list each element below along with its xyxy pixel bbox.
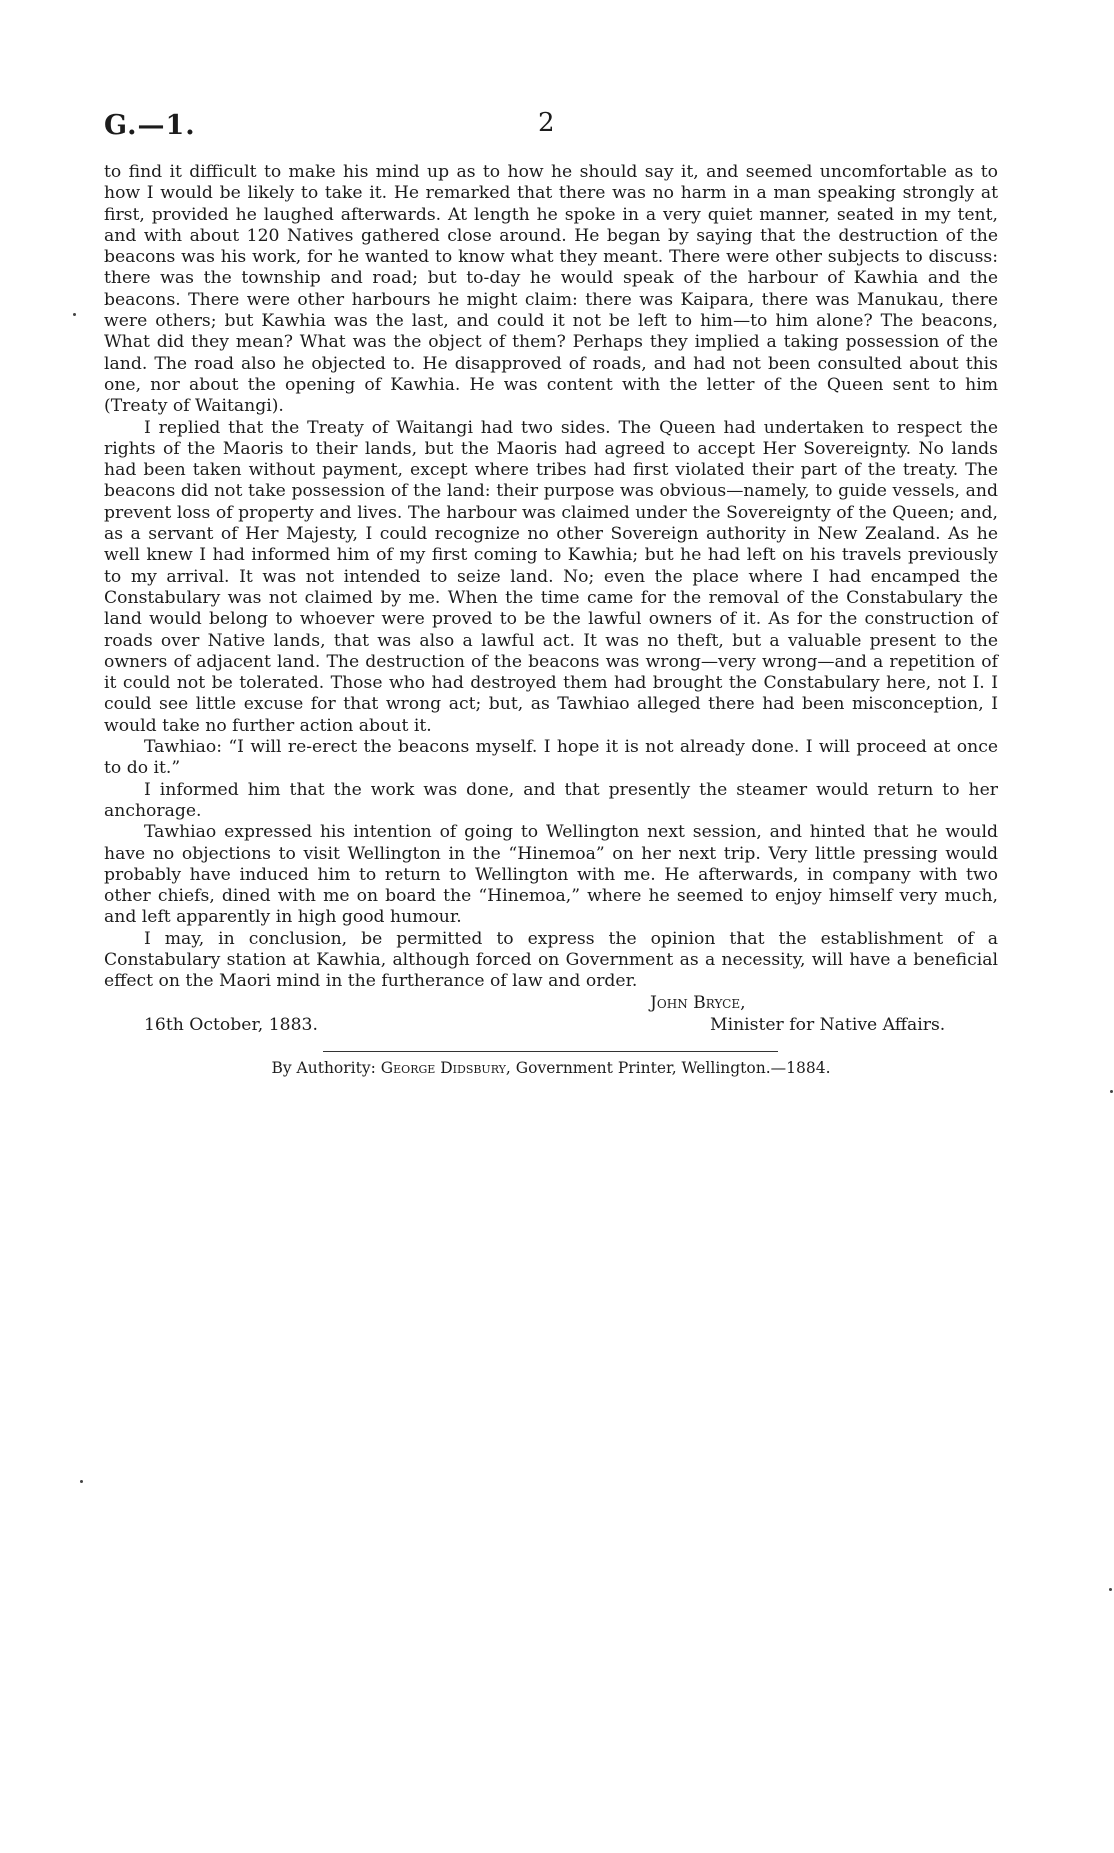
imprint-printer: George Didsbury	[380, 1059, 506, 1077]
paragraph-3: Tawhiao: “I will re-erect the beacons myself. I hope it is not already done. I will proceed at once to do it.”	[104, 737, 998, 779]
imprint-prefix: By Authority:	[271, 1059, 381, 1077]
imprint-divider	[323, 1051, 778, 1052]
paragraph-1: to find it difficult to make his mind up as to how he should say it, and seemed uncomfortable as to how I would be likely to take it. He remarked that there was no harm in a man speaking strongly at first, provided he laughed afterwards. At length he spoke in a very quiet manner, seated in my tent, and with about 120 Natives gathered close around. He began by saying that the destruction of the beacons was his work, for he wanted to know what they meant. There were other subjects to discuss: there was the township and road; but to-day he would speak of the harbour of Kawhia and the beacons. There were other harbours he might claim: there was Kaipara, there was Manukau, there were others; but Kawhia was the last, and could it not be left to him—to him alone? The beacons, What did they mean? What was the object of them? Perhaps they implied a taking possession of the land. The road also he objected to. He disapproved of roads, and had not been consulted about this one, nor about the opening of Kawhia. He was content with the letter of the Queen sent to him (Treaty of Waitangi).	[104, 162, 998, 417]
scan-speck	[73, 313, 76, 316]
letter-date: 16th October, 1883.	[144, 1014, 318, 1035]
paragraph-2: I replied that the Treaty of Waitangi had two sides. The Queen had undertaken to respect the rights of the Maoris to their lands, but the Maoris had agreed to accept Her Sovereignty. No lands had been taken without payment, except where tribes had first violated their part of the treaty. The beacons did not take possession of the land: their purpose was obvious—namely, to guide vessels, and prevent loss of property and lives. The harbour was claimed under the Sovereignty of the Queen; and, as a servant of Her Majesty, I could recognize no other Sovereign authority in New Zealand. As he well knew I had informed him of my first coming to Kawhia; but he had left on his travels previously to my arrival. It was not intended to seize land. No; even the place where I had encamped the Constabulary was not claimed by me. When the time came for the removal of the Constabulary the land would belong to whoever were proved to be the lawful owners of it. As for the construction of roads over Native lands, that was also a lawful act. It was no theft, but a valuable present to the owners of adjacent land. The destruction of the beacons was wrong—very wrong—and a repetition of it could not be tolerated. Those who had destroyed them had brought the Constabulary here, not I. I could see little excuse for that wrong act; but, as Tawhiao alleged there had been misconception, I would take no further action about it.	[104, 417, 998, 736]
signature-block	[104, 993, 998, 1035]
page-number: 2	[538, 108, 555, 138]
signatory-title: Minister for Native Affairs.	[710, 1014, 946, 1035]
paragraph-5: Tawhiao expressed his intention of going to Wellington next session, and hinted that he would have no objections to visit Wellington in the “Hinemoa” on her next trip. Very little pressing would probably have induced him to return to Wellington with me. He afterwards, in company with two other chiefs, dined with me on board the “Hinemoa,” where he seemed to enjoy himself very much, and left apparently in high good humour.	[104, 822, 998, 928]
signatory-name: John Bryce,	[650, 992, 746, 1013]
document-reference: G.—1.	[104, 110, 196, 141]
scan-speck	[80, 1480, 83, 1483]
imprint-suffix: , Government Printer, Wellington.—1884.	[505, 1059, 831, 1077]
letter-body	[104, 162, 998, 1035]
paragraph-6: I may, in conclusion, be permitted to express the opinion that the establishment of a Constabulary station at Kawhia, although forced on Government as a necessity, will have a beneficial effect on the Maori mind in the furtherance of law and order.	[104, 928, 998, 992]
printer-imprint	[104, 1058, 998, 1078]
paragraph-4: I informed him that the work was done, and that presently the steamer would return to her anchorage.	[104, 779, 998, 821]
scan-speck	[1110, 1090, 1113, 1093]
scan-speck	[1109, 1588, 1112, 1591]
